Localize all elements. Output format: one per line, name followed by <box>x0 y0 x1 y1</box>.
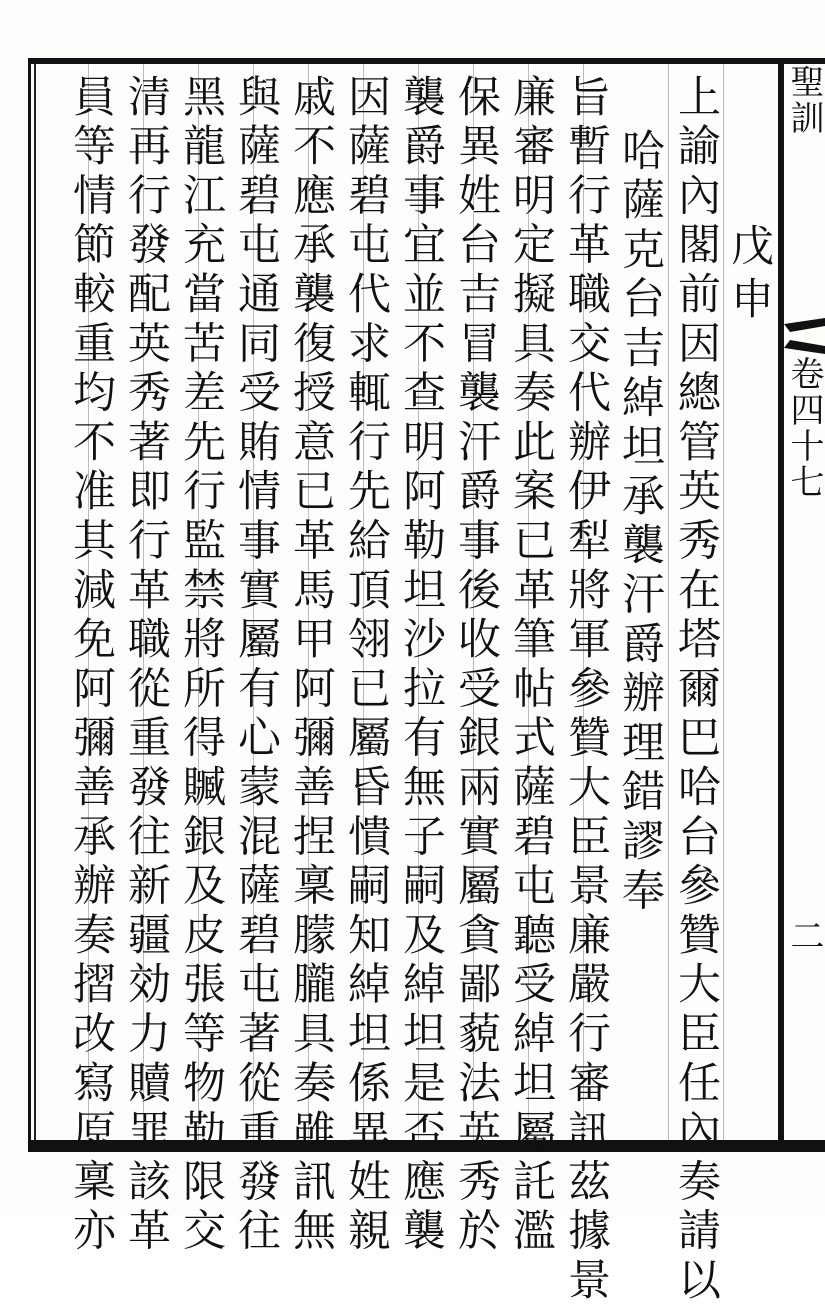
text-column-10: 與薩碧屯通同受賄情事實屬有心蒙混薩碧屯著從重發往 <box>231 74 281 1258</box>
text-column-5: 廉審明定擬具奏此案已革筆帖式薩碧屯聽受綽坦屬託濫 <box>506 74 556 1258</box>
text-column-8: 因薩碧屯代求輒行先給頂翎已屬昏憒嗣知綽坦係異姓親 <box>341 74 391 1258</box>
text-column-11: 黑龍江充當苦差先行監禁將所得贓銀及皮張等物勒限交 <box>176 74 226 1258</box>
text-column-3: 哈薩克台吉綽坦承襲汗爵辦理錯謬奉 <box>615 128 665 917</box>
date-column: 戊申 <box>724 170 774 329</box>
page-margin-band <box>781 58 825 1152</box>
fish-tail-mark-icon <box>784 318 825 354</box>
text-column-6: 保異姓台吉冒襲汗爵事後收受銀兩實屬貪鄙藐法英秀於 <box>451 74 501 1258</box>
text-column-7: 襲爵事宜並不查明阿勒坦沙拉有無子嗣及綽坦是否應襲 <box>396 74 446 1258</box>
text-column-4: 旨暫行革職交代辦伊犁將軍參贊大臣景廉嚴行審訊茲據景 <box>561 74 611 1307</box>
volume-label: 卷四十七 <box>784 356 824 500</box>
text-column-12: 清再行發配英秀著即行革職從重發往新疆効力贖罪該革 <box>121 74 171 1258</box>
book-title: 聖訓 <box>784 64 824 136</box>
text-column-1: 上諭內閣前因總管英秀在塔爾巴哈台參贊大臣任內奏請以 <box>671 74 721 1307</box>
text-column-13: 員等情節較重均不准其減免阿彌善承辦奏摺改寫原稟亦 <box>66 74 116 1258</box>
text-column-9: 戚不應承襲復授意已革馬甲阿彌善捏稟朦朧具奏雖訊無 <box>286 74 336 1258</box>
page-number: 二 <box>784 918 824 952</box>
